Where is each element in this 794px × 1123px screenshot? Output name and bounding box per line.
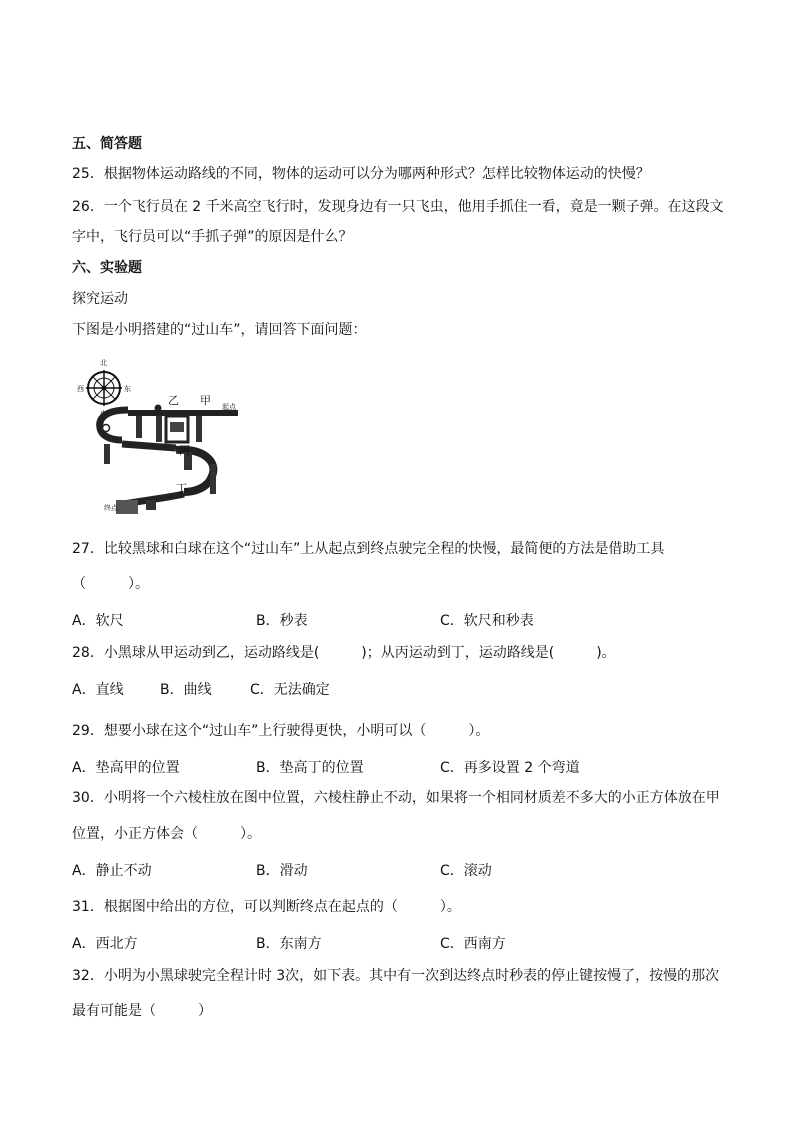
question-28: 28．小黑球从甲运动到乙，运动路线是( )；从丙运动到丁，运动路线是( )。 xyxy=(72,645,616,661)
q30-option-a: A．静止不动 xyxy=(72,863,152,879)
compass-north-label: 北 xyxy=(100,359,107,367)
point-bing-label: 丙 xyxy=(179,444,190,457)
question-32-line1: 32．小明为小黑球驶完全程计时 3次，如下表。其中有一次到达终点时秒表的停止键按慢了，按慢的那次 xyxy=(72,968,720,984)
point-yi-label: 乙 xyxy=(168,394,179,407)
question-26-line1: 26．一个飞行员在 2 千米高空飞行时，发现身边有一只飞虫，他用手抓住一看，竟是一颗子弹。在这段文 xyxy=(72,199,724,215)
question-26-line2: 字中，飞行员可以“手抓子弹”的原因是什么？ xyxy=(72,229,353,245)
question-30-line2: 位置，小正方体会（ ）。 xyxy=(72,826,261,842)
q31-option-a: A．西北方 xyxy=(72,936,138,952)
experiment-intro: 下图是小明搭建的“过山车”，请回答下面问题： xyxy=(72,322,367,338)
q27-option-b: B．秒表 xyxy=(256,613,308,629)
question-31: 31．根据图中给出的方位，可以判断终点在起点的（ ）。 xyxy=(72,899,461,915)
q31-option-b: B．东南方 xyxy=(256,936,322,952)
question-30-line1: 30．小明将一个六棱柱放在图中位置，六棱柱静止不动，如果将一个相同材质差不多大的小正方体放在甲 xyxy=(72,790,720,806)
q31-option-c: C．西南方 xyxy=(440,936,506,952)
point-ding-label: 丁 xyxy=(176,482,187,495)
compass-east-label: 东 xyxy=(124,385,131,393)
q29-option-b: B．垫高丁的位置 xyxy=(256,760,364,776)
section-title-experiment: 六、实验题 xyxy=(72,260,142,276)
q29-option-c: C．再多设置 2 个弯道 xyxy=(440,760,580,776)
compass-south-label: 南 xyxy=(100,410,107,418)
experiment-subtitle: 探究运动 xyxy=(72,291,128,307)
question-27-line2: （ ）。 xyxy=(72,576,149,592)
q29-option-a: A．垫高甲的位置 xyxy=(72,760,180,776)
q27-option-a: A．软尺 xyxy=(72,613,124,629)
roller-coaster-diagram xyxy=(76,352,248,524)
q28-option-b: B．曲线 xyxy=(160,682,212,698)
track xyxy=(100,405,238,515)
q30-option-c: C．滚动 xyxy=(440,863,492,879)
section-title-short-answer: 五、简答题 xyxy=(72,136,142,152)
compass-west-label: 西 xyxy=(77,385,84,393)
q27-option-c: C．软尺和秒表 xyxy=(440,613,534,629)
roller-coaster-figure xyxy=(76,352,248,524)
point-jia-label: 甲 xyxy=(200,394,211,407)
q28-option-c: C．无法确定 xyxy=(250,682,330,698)
question-27-line1: 27．比较黑球和白球在这个“过山车”上从起点到终点驶完全程的快慢，最简便的方法是借助工具 xyxy=(72,541,665,557)
question-32-line2: 最有可能是（ ） xyxy=(72,1003,212,1019)
end-label: 终点 xyxy=(104,504,118,512)
q30-option-b: B．滑动 xyxy=(256,863,308,879)
compass-rose xyxy=(86,370,122,406)
question-29: 29．想要小球在这个“过山车”上行驶得更快，小明可以（ ）。 xyxy=(72,723,490,739)
question-25: 25．根据物体运动路线的不同，物体的运动可以分为哪两种形式？怎样比较物体运动的快慢？ xyxy=(72,166,650,182)
q28-option-a: A．直线 xyxy=(72,682,124,698)
start-label: 起点 xyxy=(222,403,236,411)
